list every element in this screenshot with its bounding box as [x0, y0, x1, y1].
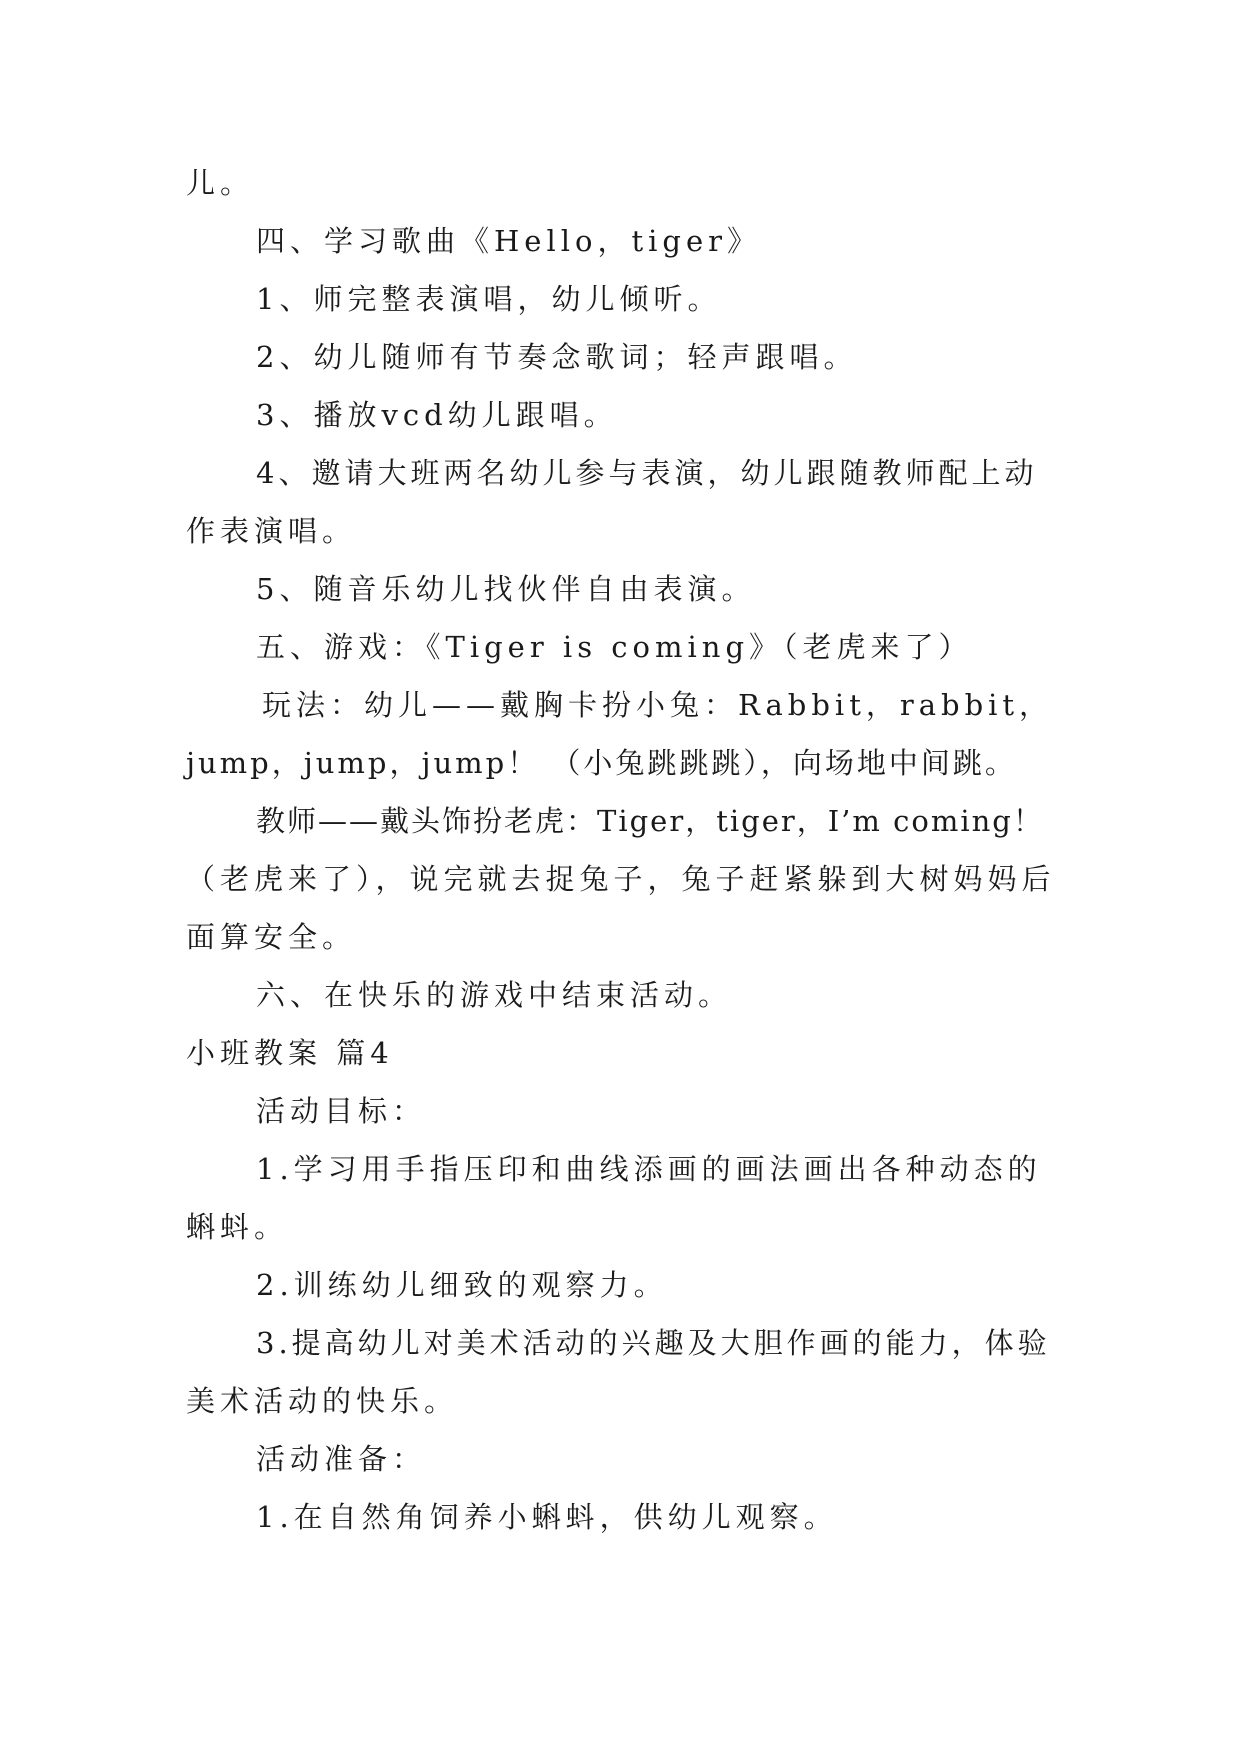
- paragraph-line: 美术活动的快乐。: [186, 1384, 459, 1418]
- section-heading: 五、游戏：《Tiger is coming》（老虎来了）: [256, 630, 973, 664]
- list-item: 5、随音乐幼儿找伙伴自由表演。: [256, 572, 756, 606]
- list-item: 4、邀请大班两名幼儿参与表演，幼儿跟随教师配上动: [256, 456, 1038, 490]
- lesson-title: 小班教案 篇4: [186, 1036, 394, 1070]
- section-heading: 活动准备：: [256, 1442, 427, 1476]
- list-item: 1、师完整表演唱，幼儿倾听。: [256, 282, 722, 316]
- list-item: 3、播放vcd幼儿跟唱。: [256, 398, 618, 432]
- paragraph-line: 教师——戴头饰扮老虎：Tiger，tiger，I’m coming！: [256, 804, 1044, 838]
- paragraph-line: 面算安全。: [186, 920, 357, 954]
- paragraph-line: 玩法：幼儿——戴胸卡扮小兔：Rabbit，rabbit，: [262, 688, 1054, 722]
- section-heading: 四、学习歌曲《Hello，tiger》: [256, 224, 761, 258]
- paragraph-line: （老虎来了），说完就去捉兔子，兔子赶紧躲到大树妈妈后: [186, 862, 1056, 896]
- list-item: 1.在自然角饲养小蝌蚪，供幼儿观察。: [256, 1500, 838, 1534]
- section-heading: 六、在快乐的游戏中结束活动。: [256, 978, 733, 1012]
- paragraph-line: 作表演唱。: [186, 514, 357, 548]
- list-item: 2.训练幼儿细致的观察力。: [256, 1268, 668, 1302]
- list-item: 1.学习用手指压印和曲线添画的画法画出各种动态的: [256, 1152, 1042, 1186]
- paragraph-line: 儿。: [186, 166, 255, 200]
- section-heading: 活动目标：: [256, 1094, 427, 1128]
- paragraph-line: jump，jump，jump！ （小兔跳跳跳），向场地中间跳。: [186, 746, 1017, 780]
- paragraph-line: 蝌蚪。: [186, 1210, 289, 1244]
- list-item: 3.提高幼儿对美术活动的兴趣及大胆作画的能力，体验: [256, 1326, 1051, 1360]
- list-item: 2、幼儿随师有节奏念歌词；轻声跟唱。: [256, 340, 858, 374]
